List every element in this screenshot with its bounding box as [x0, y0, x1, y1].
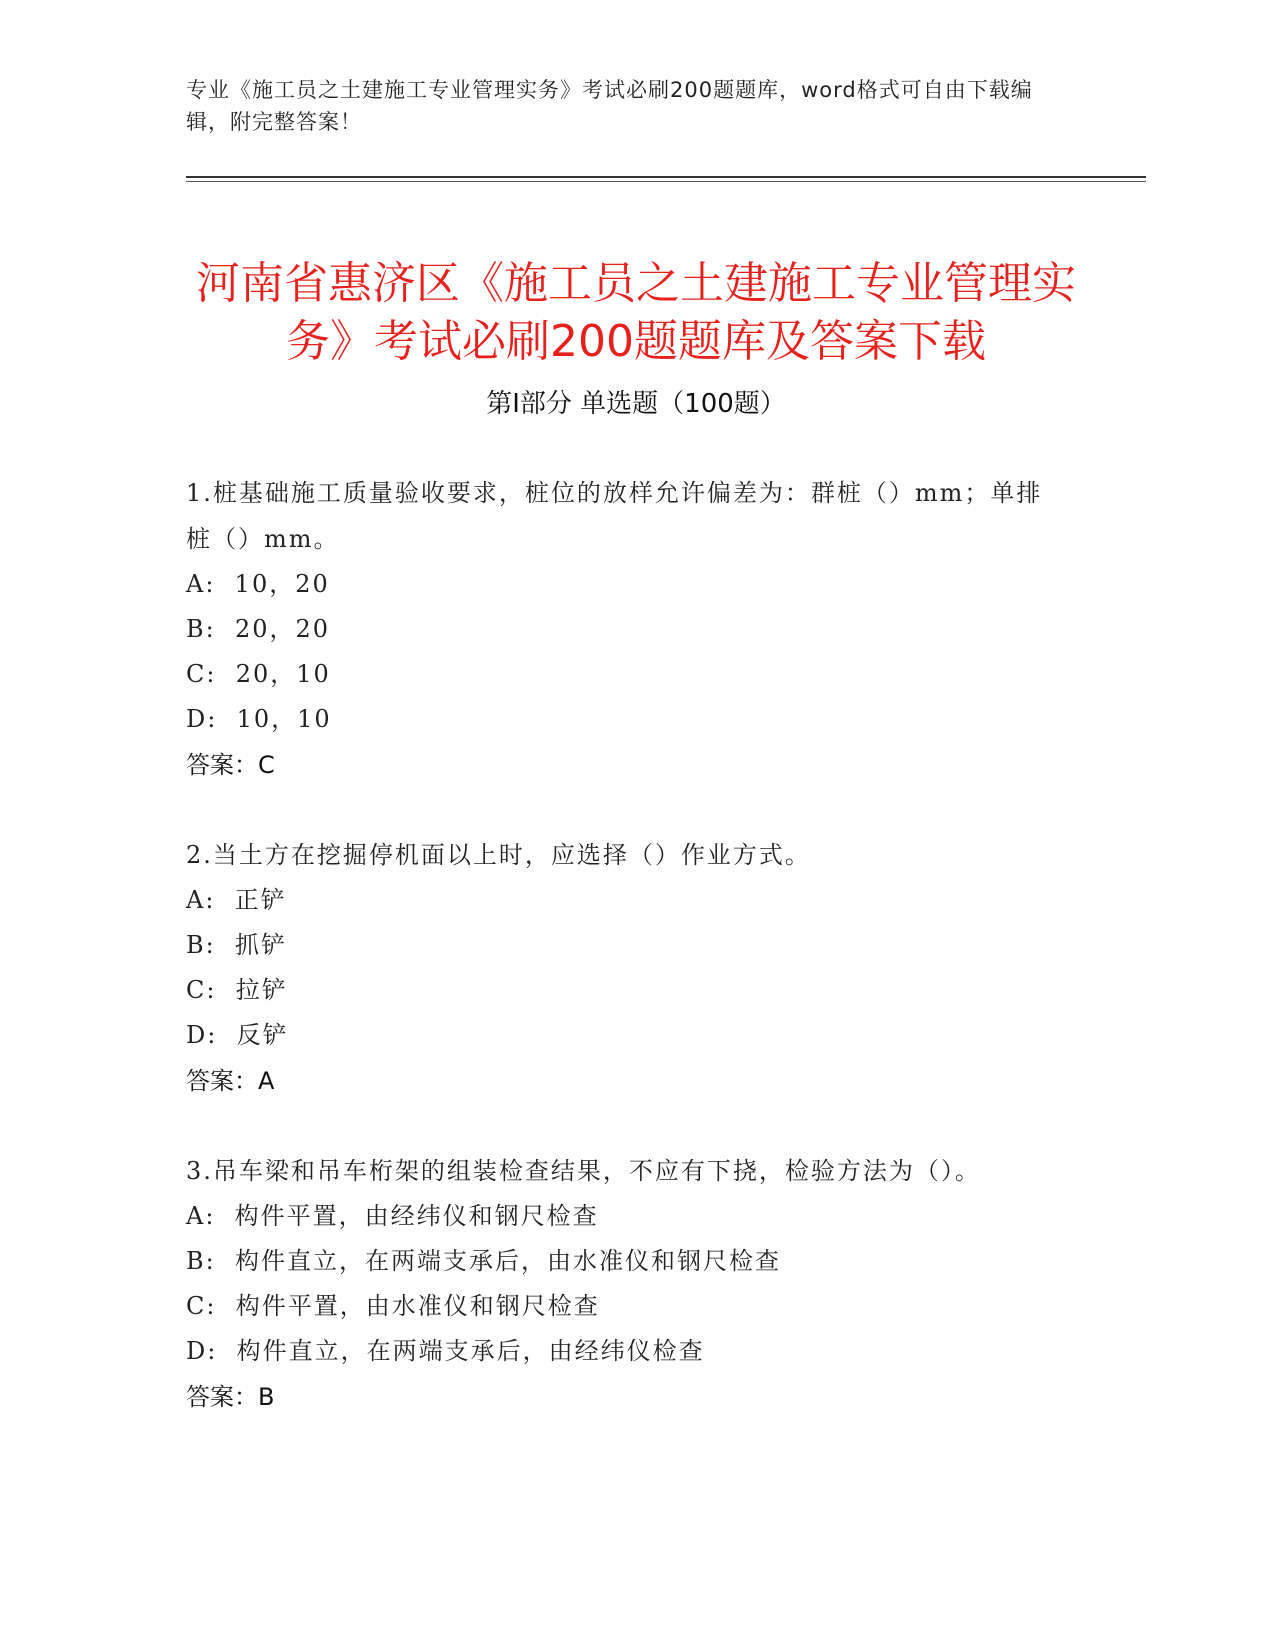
header-note: 专业《施工员之土建施工专业管理实务》考试必刷200题题库，word格式可自由下载编辑，附完整答案！	[186, 78, 1033, 134]
question-2	[186, 832, 1066, 1104]
section-title: 第Ⅰ部分 单选题（100题）	[486, 389, 786, 419]
option-d: D: 10，10	[186, 705, 332, 733]
question-3	[186, 1148, 1066, 1420]
option-b: B: 构件直立，在两端支承后，由水准仪和钢尺检查	[186, 1247, 781, 1275]
answer: 答案：C	[186, 751, 275, 779]
option-b: B: 20，20	[186, 615, 331, 643]
option-c: C: 构件平置，由水准仪和钢尺检查	[186, 1292, 600, 1320]
option-d: D: 反铲	[186, 1021, 289, 1049]
option-a: A: 构件平置，由经纬仪和钢尺检查	[186, 1202, 599, 1230]
header-divider-thin	[186, 181, 1146, 182]
question-list	[186, 470, 1066, 1464]
document-title: 河南省惠济区《施工员之土建施工专业管理实务》考试必刷200题题库及答案下载	[196, 258, 1076, 368]
option-d: D: 构件直立，在两端支承后，由经纬仪检查	[186, 1337, 705, 1365]
answer: 答案：A	[186, 1067, 275, 1095]
question-stem: 2.当土方在挖掘停机面以上时，应选择（）作业方式。	[186, 841, 811, 869]
header-divider-thick	[186, 176, 1146, 178]
question-stem: 3.吊车梁和吊车桁架的组装检查结果，不应有下挠，检验方法为（）。	[186, 1157, 981, 1185]
option-a: A: 10，20	[186, 570, 330, 598]
question-1	[186, 470, 1066, 788]
option-a: A: 正铲	[186, 886, 287, 914]
answer: 答案：B	[186, 1383, 275, 1411]
option-c: C: 20，10	[186, 660, 331, 688]
option-c: C: 拉铲	[186, 976, 288, 1004]
question-stem: 1.桩基础施工质量验收要求，桩位的放样允许偏差为：群桩（）mm；单排桩（）mm。	[186, 479, 1043, 553]
option-b: B: 抓铲	[186, 931, 287, 959]
